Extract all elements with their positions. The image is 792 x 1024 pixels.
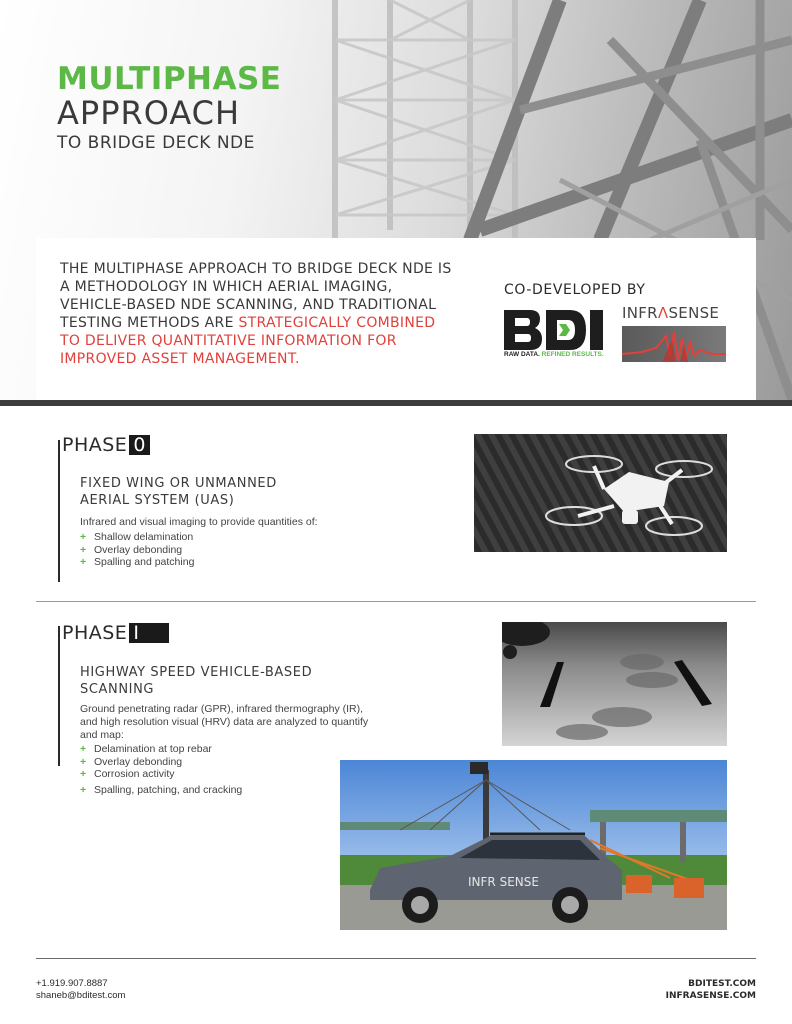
bdi-tagline — [504, 351, 608, 358]
list-item — [80, 784, 242, 797]
bdi-logo-mark — [504, 310, 608, 350]
scanning-vehicle-photo — [340, 760, 727, 930]
phase0-bullet-list — [80, 531, 194, 569]
plus-icon: + — [80, 543, 87, 556]
footer-link-infrasense[interactable]: INFRASENSE.COM — [665, 991, 756, 1001]
intro-panel — [36, 238, 756, 400]
plus-icon: + — [80, 556, 87, 568]
phase1-heading — [62, 623, 169, 643]
bdi-tagline-a: RAW DATA. — [504, 351, 542, 358]
footer-divider — [36, 958, 756, 959]
list-item — [80, 556, 194, 569]
co-developed-label: CO-DEVELOPED BY — [504, 282, 646, 298]
bdi-tagline-b: REFINED RESULTS. — [541, 351, 604, 358]
list-item — [80, 756, 242, 769]
title-line-3: TO BRIDGE DECK NDE — [57, 133, 255, 153]
phase0-heading — [62, 435, 150, 455]
footer-link-bditest[interactable]: BDITEST.COM — [688, 979, 756, 989]
bullet-text: Overlay debonding — [94, 543, 183, 556]
footer-phone: +1.919.907.8887 — [36, 978, 108, 989]
infrared-deck-image — [502, 622, 727, 746]
intro-highlight-text: STRATEGICALLY COMBINED TO DELIVER QUANTITATIVE INFORMATION FOR IMPROVED ASSET MANAGEMENT. — [60, 315, 436, 367]
list-item — [80, 743, 242, 756]
plus-icon: + — [80, 743, 87, 755]
section-divider — [36, 601, 756, 602]
list-item — [80, 544, 194, 557]
plus-icon: + — [80, 783, 87, 796]
phase1-description: Ground penetrating radar (GPR), infrared thermography (IR), and high resolution visual (HRV) data are analyzed to quantify and map: — [80, 703, 369, 741]
title-line-2: APPROACH — [57, 94, 241, 132]
phase1-title: HIGHWAY SPEED VEHICLE-BASED SCANNING — [80, 665, 313, 697]
vehicle-door-logo: INFR SENSE — [468, 875, 539, 889]
phase1-number: I — [129, 623, 169, 643]
phase0-title: FIXED WING OR UNMANNED AERIAL SYSTEM (UAS) — [80, 476, 277, 508]
bullet-text: Shallow delamination — [94, 531, 194, 543]
co-developed-block — [504, 282, 744, 358]
list-item — [80, 768, 242, 781]
bullet-text: Spalling and patching — [94, 556, 195, 568]
infrasense-a-icon: Λ — [657, 304, 669, 322]
plus-icon: + — [80, 531, 87, 543]
phase0-label: PHASE — [62, 434, 128, 456]
drone-image — [474, 434, 727, 552]
phase1-accent-line — [58, 626, 60, 766]
bullet-text: Delamination at top rebar — [94, 743, 212, 755]
phase1-bullet-list — [80, 743, 242, 796]
hero-divider-bar — [0, 400, 792, 406]
infrasense-word-b: SENSE — [668, 304, 720, 322]
vehicle-image — [340, 760, 727, 930]
drone-photo — [474, 434, 727, 552]
title-line-1: MULTIPHASE — [57, 61, 282, 97]
infrasense-logo-graphic — [622, 326, 726, 362]
plus-icon: + — [80, 755, 87, 768]
bullet-text: Spalling, patching, and cracking — [94, 783, 243, 796]
bullet-text: Overlay debonding — [94, 755, 183, 768]
footer-contact — [36, 978, 125, 1002]
footer-websites — [666, 978, 756, 1002]
plus-icon: + — [80, 768, 87, 780]
footer-email[interactable]: shaneb@bditest.com — [36, 990, 126, 1001]
list-item — [80, 531, 194, 544]
phase0-accent-line — [58, 440, 60, 582]
signal-wave-icon — [622, 326, 726, 362]
intro-plain-text: THE MULTIPHASE APPROACH TO BRIDGE DECK NDE IS A METHODOLOGY IN WHICH AERIAL IMAGING, VEHICLE-BASED NDE SCANNING, AND TRADITIONAL TESTING METHODS ARE — [60, 261, 452, 331]
bullet-text: Corrosion activity — [94, 768, 175, 780]
phase1-label: PHASE — [62, 622, 128, 644]
page-title — [57, 62, 281, 154]
intro-statement — [60, 260, 460, 368]
bdi-logo — [504, 310, 608, 358]
infrasense-wordmark — [622, 304, 719, 322]
phase0-description: Infrared and visual imaging to provide quantities of: — [80, 516, 318, 528]
thermal-road-photo — [502, 622, 727, 746]
phase0-number: 0 — [129, 435, 150, 455]
infrasense-word-a: INFR — [622, 304, 658, 322]
hero-banner — [0, 0, 792, 405]
infrasense-logo — [622, 304, 728, 362]
